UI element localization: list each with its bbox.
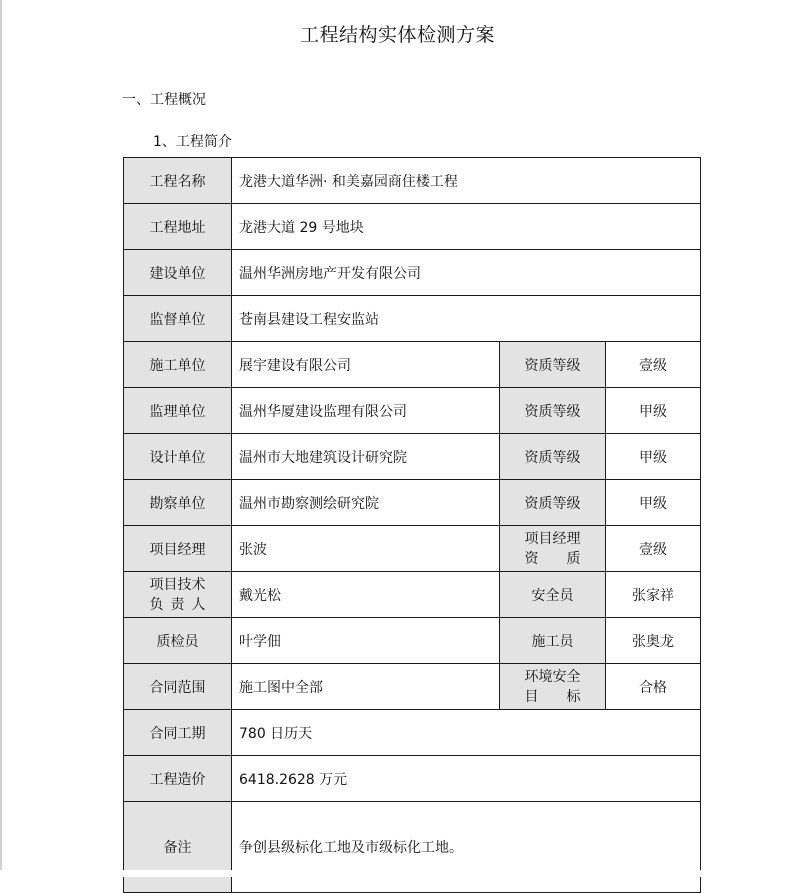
contractor-value: 展宇建设有限公司 (232, 342, 500, 388)
project-manager-qualification-value: 壹级 (606, 526, 701, 572)
project-address-value: 龙港大道 29 号地块 (232, 204, 701, 250)
project-cost-value: 6418.2628 万元 (232, 756, 701, 802)
table-row (124, 618, 701, 664)
pm-qual-label-char: 资 (524, 550, 539, 567)
table-row (124, 342, 701, 388)
table-row (124, 250, 701, 296)
section-heading: 一、工程概况 (122, 92, 206, 108)
project-manager-qualification-label (500, 526, 606, 572)
table-row (124, 526, 701, 572)
table-row (124, 572, 701, 618)
construction-worker-value: 张奥龙 (606, 618, 701, 664)
designer-qualification-label: 资质等级 (500, 434, 606, 480)
table-row (124, 480, 701, 526)
document-title: 工程结构实体检测方案 (299, 24, 495, 46)
contract-period-label: 合同工期 (124, 710, 232, 756)
pm-qual-label-line2 (525, 549, 581, 569)
environment-safety-goal-label (500, 664, 606, 710)
developer-label: 建设单位 (124, 250, 232, 296)
supervisor-value: 温州华厦建设监理有限公司 (232, 388, 500, 434)
supervisor-label: 监理单位 (124, 388, 232, 434)
contract-scope-label: 合同范围 (124, 664, 232, 710)
safety-officer-label: 安全员 (500, 572, 606, 618)
supervision-authority-label: 监督单位 (124, 296, 232, 342)
table-row (124, 756, 701, 802)
tech-lead-label-char: 人 (191, 596, 206, 613)
tech-lead-label (124, 572, 232, 618)
supervisor-qualification-label: 资质等级 (500, 388, 606, 434)
tech-lead-label-line1: 项目技术 (149, 576, 206, 593)
quality-inspector-label: 质检员 (124, 618, 232, 664)
designer-value: 温州市大地建筑设计研究院 (232, 434, 500, 480)
surveyor-qualification-value: 甲级 (606, 480, 701, 526)
table-row (124, 296, 701, 342)
tech-lead-label-char: 责 (170, 596, 185, 613)
contract-period-value: 780 日历天 (232, 710, 701, 756)
project-name-value: 龙港大道华洲· 和美嘉园商住楼工程 (232, 158, 701, 204)
table-row (124, 802, 701, 893)
surveyor-value: 温州市勘察测绘研究院 (232, 480, 500, 526)
remarks-value: 争创县级标化工地及市级标化工地。 (232, 802, 701, 893)
env-goal-label-line1: 环境安全 (524, 668, 581, 685)
table-row (124, 158, 701, 204)
tech-lead-label-char: 负 (149, 596, 164, 613)
construction-worker-label: 施工员 (500, 618, 606, 664)
table-row (124, 388, 701, 434)
pm-qual-label-char: 质 (566, 550, 581, 567)
surveyor-label: 勘察单位 (124, 480, 232, 526)
project-address-label: 工程地址 (124, 204, 232, 250)
env-goal-label-char: 标 (566, 688, 581, 705)
contractor-qualification-value: 壹级 (606, 342, 701, 388)
project-manager-label: 项目经理 (124, 526, 232, 572)
remarks-label: 备注 (124, 802, 232, 893)
environment-safety-goal-value: 合格 (606, 664, 701, 710)
subsection-heading: 1、工程简介 (153, 134, 232, 150)
env-goal-label-line2 (525, 687, 581, 707)
designer-label: 设计单位 (124, 434, 232, 480)
table-row (124, 664, 701, 710)
project-cost-label: 工程造价 (124, 756, 232, 802)
contractor-qualification-label: 资质等级 (500, 342, 606, 388)
table-row (124, 204, 701, 250)
surveyor-qualification-label: 资质等级 (500, 480, 606, 526)
tech-lead-label-line2 (150, 595, 206, 615)
contract-scope-value: 施工图中全部 (232, 664, 500, 710)
designer-qualification-value: 甲级 (606, 434, 701, 480)
table-row (124, 710, 701, 756)
supervision-authority-value: 苍南县建设工程安监站 (232, 296, 701, 342)
safety-officer-value: 张家祥 (606, 572, 701, 618)
quality-inspector-value: 叶学佃 (232, 618, 500, 664)
tech-lead-value: 戴光松 (232, 572, 500, 618)
pm-qual-label-line1: 项目经理 (524, 530, 581, 547)
project-manager-value: 张波 (232, 526, 500, 572)
table-row (124, 434, 701, 480)
env-goal-label-char: 目 (524, 688, 539, 705)
contractor-label: 施工单位 (124, 342, 232, 388)
project-info-table (123, 157, 701, 893)
project-name-label: 工程名称 (124, 158, 232, 204)
developer-value: 温州华洲房地产开发有限公司 (232, 250, 701, 296)
page-bottom-edge (0, 870, 795, 877)
supervisor-qualification-value: 甲级 (606, 388, 701, 434)
